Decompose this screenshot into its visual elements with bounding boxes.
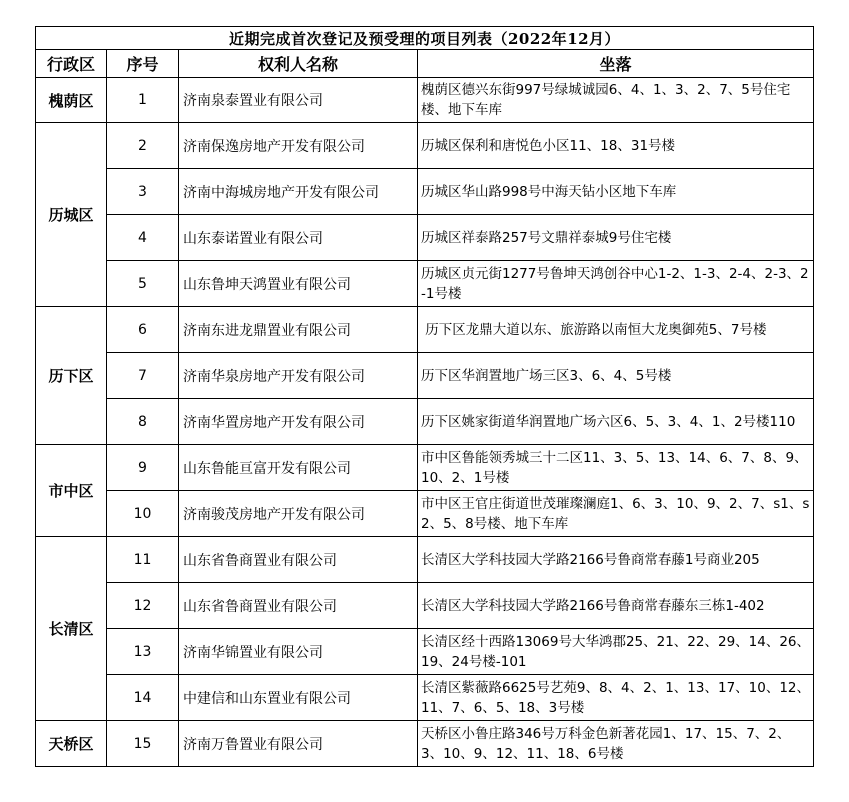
owner-cell: 济南华锦置业有限公司 — [179, 629, 418, 675]
header-district: 行政区 — [36, 50, 107, 78]
seq-cell: 10 — [107, 491, 179, 537]
location-cell: 历下区姚家街道华润置地广场六区6、5、3、4、1、2号楼110 — [418, 399, 814, 445]
location-cell: 历城区贞元街1277号鲁坤天鸿创谷中心1-2、1-3、2-4、2-3、2-1号楼 — [418, 261, 814, 307]
owner-cell: 山东省鲁商置业有限公司 — [179, 537, 418, 583]
seq-cell: 4 — [107, 215, 179, 261]
owner-cell: 济南骏茂房地产开发有限公司 — [179, 491, 418, 537]
district-cell: 历下区 — [36, 307, 107, 445]
table-row — [36, 583, 814, 629]
location-cell: 历城区祥泰路257号文鼎祥泰城9号住宅楼 — [418, 215, 814, 261]
seq-cell: 1 — [107, 78, 179, 123]
owner-cell: 山东鲁能亘富开发有限公司 — [179, 445, 418, 491]
table-row — [36, 491, 814, 537]
table-row — [36, 353, 814, 399]
seq-cell: 14 — [107, 675, 179, 721]
seq-cell: 3 — [107, 169, 179, 215]
seq-cell: 7 — [107, 353, 179, 399]
table-row — [36, 215, 814, 261]
table-row — [36, 78, 814, 123]
location-cell: 历城区保利和唐悦色小区11、18、31号楼 — [418, 123, 814, 169]
seq-cell: 6 — [107, 307, 179, 353]
seq-cell: 9 — [107, 445, 179, 491]
location-cell: 长清区大学科技园大学路2166号鲁商常春藤东三栋1-402 — [418, 583, 814, 629]
owner-cell: 中建信和山东置业有限公司 — [179, 675, 418, 721]
project-list-table — [35, 26, 814, 767]
location-cell: 历城区华山路998号中海天钻小区地下车库 — [418, 169, 814, 215]
header-owner: 权利人名称 — [179, 50, 418, 78]
header-location: 坐落 — [418, 50, 814, 78]
location-cell: 长清区大学科技园大学路2166号鲁商常春藤1号商业205 — [418, 537, 814, 583]
table-row — [36, 537, 814, 583]
district-cell: 天桥区 — [36, 721, 107, 767]
owner-cell: 济南万鲁置业有限公司 — [179, 721, 418, 767]
location-cell: 市中区鲁能领秀城三十二区11、3、5、13、14、6、7、8、9、10、2、1号楼 — [418, 445, 814, 491]
seq-cell: 13 — [107, 629, 179, 675]
table-row — [36, 445, 814, 491]
table-row — [36, 123, 814, 169]
location-cell: 槐荫区德兴东街997号绿城诚园6、4、1、3、2、7、5号住宅楼、地下车库 — [418, 78, 814, 123]
seq-cell: 11 — [107, 537, 179, 583]
seq-cell: 5 — [107, 261, 179, 307]
table-title: 近期完成首次登记及预受理的项目列表（2022年12月） — [36, 27, 814, 50]
owner-cell: 山东省鲁商置业有限公司 — [179, 583, 418, 629]
table-row — [36, 675, 814, 721]
location-cell: 历下区华润置地广场三区3、6、4、5号楼 — [418, 353, 814, 399]
seq-cell: 15 — [107, 721, 179, 767]
table-row — [36, 307, 814, 353]
table-row — [36, 261, 814, 307]
table-row — [36, 169, 814, 215]
seq-cell: 8 — [107, 399, 179, 445]
seq-cell: 12 — [107, 583, 179, 629]
owner-cell: 山东鲁坤天鸿置业有限公司 — [179, 261, 418, 307]
owner-cell: 济南华泉房地产开发有限公司 — [179, 353, 418, 399]
district-cell: 槐荫区 — [36, 78, 107, 123]
district-cell: 市中区 — [36, 445, 107, 537]
district-cell: 历城区 — [36, 123, 107, 307]
location-cell: 历下区龙鼎大道以东、旅游路以南恒大龙奥御苑5、7号楼 — [418, 307, 814, 353]
header-seq: 序号 — [107, 50, 179, 78]
table-row — [36, 629, 814, 675]
location-cell: 市中区王官庄街道世茂璀璨澜庭1、6、3、10、9、2、7、s1、s2、5、8号楼、地下车库 — [418, 491, 814, 537]
location-cell: 长清区经十西路13069号大华鸿郡25、21、22、29、14、26、19、24号楼-101 — [418, 629, 814, 675]
seq-cell: 2 — [107, 123, 179, 169]
owner-cell: 济南华置房地产开发有限公司 — [179, 399, 418, 445]
owner-cell: 济南东进龙鼎置业有限公司 — [179, 307, 418, 353]
owner-cell: 济南泉泰置业有限公司 — [179, 78, 418, 123]
table-row — [36, 399, 814, 445]
district-cell: 长清区 — [36, 537, 107, 721]
location-cell: 长清区紫薇路6625号艺苑9、8、4、2、1、13、17、10、12、11、7、6、5、18、3号楼 — [418, 675, 814, 721]
owner-cell: 济南中海城房地产开发有限公司 — [179, 169, 418, 215]
owner-cell: 山东泰诺置业有限公司 — [179, 215, 418, 261]
location-cell: 天桥区小鲁庄路346号万科金色新著花园1、17、15、7、2、3、10、9、12、11、18、6号楼 — [418, 721, 814, 767]
owner-cell: 济南保逸房地产开发有限公司 — [179, 123, 418, 169]
table-row — [36, 721, 814, 767]
